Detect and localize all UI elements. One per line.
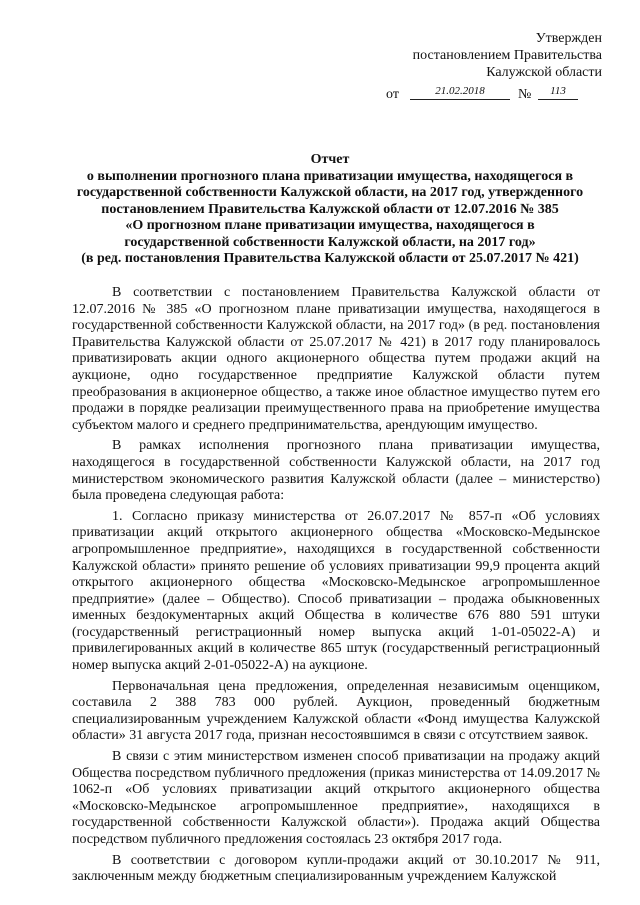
approval-date-label: от bbox=[386, 87, 399, 102]
title-line: Отчет bbox=[310, 152, 350, 167]
paragraph: В связи с этим министерством изменен способ приватизации на продажу акций Общества посредством публичного предложения (приказ министерства от 14.09.2017 № 1062-п «Об условиях приватизации акций открытого акционерного общества «Московско-Медынское агропромышленное предприятие», находящихся в государственной собственности Калужской области»). Продажа акций Общества посредством публичного предложения состоялась 23 октября 2017 года. bbox=[72, 749, 600, 847]
title-line: государственной собственности Калужской области, на 2017 год, утвержденного bbox=[76, 185, 584, 200]
approval-stamp bbox=[372, 30, 602, 103]
approval-date: 21.02.2018 bbox=[410, 83, 510, 100]
approval-number-label: № bbox=[518, 87, 532, 102]
approval-authority: постановлением Правительства bbox=[412, 48, 602, 63]
paragraph: Первоначальная цена предложения, определенная независимым оценщиком, составила 2 388 783 000 рублей. Аукцион, проведенный бюджетным специализированным учреждением Калужской области «Фонд имущества Калужской области» 31 августа 2017 года, признан несостоявшимся в связи с отсутствием заявок. bbox=[72, 678, 600, 744]
paragraph: В соответствии с договором купли-продажи акций от 30.10.2017 № 911, заключенным между бюджетным специализированным учреждением Калужской bbox=[72, 852, 600, 885]
paragraph: В рамках исполнения прогнозного плана приватизации имущества, находящегося в государственной собственности Калужской области, на 2017 год министерством экономического развития Калужской области (далее – министерство) была проведена следующая работа: bbox=[72, 438, 600, 504]
approval-region: Калужской области bbox=[486, 65, 602, 80]
title-line: «О прогнозном плане приватизации имущества, находящегося в bbox=[125, 218, 535, 233]
report-body bbox=[72, 285, 600, 890]
title-line: о выполнении прогнозного плана приватизации имущества, находящегося в bbox=[86, 168, 574, 184]
approval-heading: Утвержден bbox=[535, 31, 602, 46]
title-line: (в ред. постановления Правительства Калужской области от 25.07.2017 № 421) bbox=[81, 251, 579, 266]
paragraph: В соответствии с постановлением Правительства Калужской области от 12.07.2016 № 385 «О прогнозном плане приватизации имущества, находящегося в государственной собственности Калужской области, на 2017 год» (в ред. постановления Правительства Калужской области от 25.07.2017 № 421) в 2017 году планировалось приватизировать акции одного акционерного общества путем продажи акций на аукционе, одно государственное предприятие Калужской области путем преобразования в акционерное общество, а также иное областное имущество путем его продажи в порядке реализации преимущественного права на приобретение имущества субъектом малого и среднего предпринимательства, арендующим имущество. bbox=[72, 285, 600, 433]
title-line: постановлением Правительства Калужской области от 12.07.2016 № 385 bbox=[101, 201, 559, 217]
approval-date-row bbox=[372, 83, 602, 103]
report-title bbox=[62, 152, 598, 268]
approval-number: 113 bbox=[538, 83, 578, 100]
paragraph: 1. Согласно приказу министерства от 26.07.2017 № 857-п «Об условиях приватизации акций открытого акционерного общества «Московско-Медынское агропромышленное предприятие», находящихся в государственной собственности Калужской области» принято решение об условиях приватизации 99,9 процента акций открытого акционерного общества «Московско-Медынское агропромышленное предприятие» (далее – Общество). Способ приватизации – продажа обыкновенных именных бездокументарных акций Общества в количестве 676 880 591 штуки (государственный регистрационный номер выпуска акций 1-01-05022-А) и привилегированных акций в количестве 865 штук (государственный регистрационный номер выпуска акций 2-01-05022-А) на аукционе. bbox=[72, 508, 600, 674]
title-line: государственной собственности Калужской области, на 2017 год» bbox=[124, 234, 536, 250]
